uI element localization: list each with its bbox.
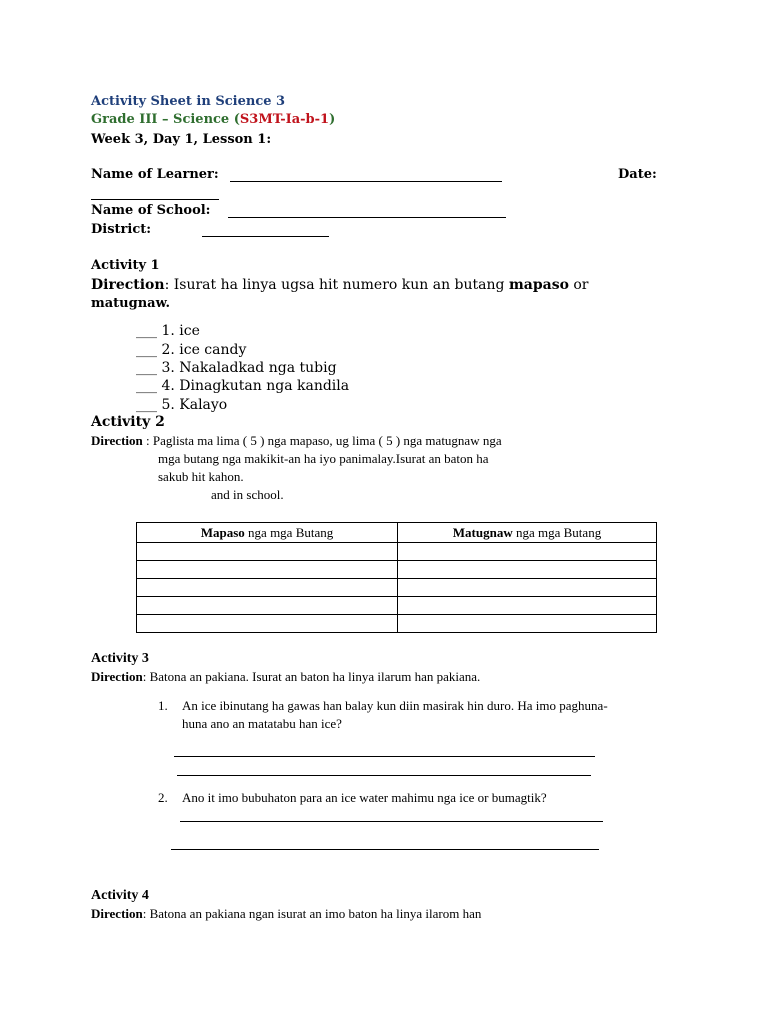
table-cell[interactable] bbox=[137, 561, 398, 579]
grade-suffix: ) bbox=[329, 112, 336, 127]
date-label: Date: bbox=[618, 167, 657, 182]
table-row bbox=[137, 561, 657, 579]
direction-label: Direction bbox=[91, 277, 165, 293]
direction-label: Direction bbox=[91, 906, 143, 921]
competency-code: S3MT-Ia-b-1 bbox=[239, 112, 330, 127]
answer1-line1[interactable] bbox=[174, 756, 595, 757]
district-line[interactable] bbox=[202, 236, 329, 237]
week-line: Week 3, Day 1, Lesson 1: bbox=[91, 132, 272, 147]
direction-label: Direction bbox=[91, 433, 143, 448]
activity2-direction-line3: sakub hit kahon. bbox=[158, 469, 244, 484]
question1-number: 1. bbox=[158, 698, 168, 713]
activity4-title: Activity 4 bbox=[91, 888, 149, 903]
activity1-item: ___ 2. ice candy bbox=[136, 342, 247, 358]
table-cell[interactable] bbox=[398, 615, 657, 633]
activity3-title: Activity 3 bbox=[91, 651, 149, 666]
date-line[interactable] bbox=[91, 199, 219, 200]
direction-text: : Batona an pakiana. Isurat an baton ha linya ilarum han pakiana. bbox=[142, 669, 481, 684]
table-row bbox=[137, 597, 657, 615]
activity1-item: ___ 1. ice bbox=[136, 323, 200, 339]
activity1-item: ___ 3. Nakaladkad nga tubig bbox=[136, 360, 337, 376]
name-of-school-line[interactable] bbox=[228, 217, 506, 218]
direction-text: : Paglista ma lima ( 5 ) nga mapaso, ug lima ( 5 ) nga matugnaw nga bbox=[142, 433, 502, 448]
activity2-direction-line4: and in school. bbox=[211, 487, 284, 502]
activity2-title: Activity 2 bbox=[91, 414, 165, 430]
answer-table bbox=[136, 522, 657, 633]
table-header-mapaso: Mapaso nga mga Butang bbox=[137, 523, 398, 543]
table-cell[interactable] bbox=[137, 579, 398, 597]
word-mapaso: mapaso bbox=[508, 277, 569, 293]
table-cell[interactable] bbox=[137, 597, 398, 615]
grade-prefix: Grade III – Science ( bbox=[91, 112, 240, 127]
table-cell[interactable] bbox=[398, 543, 657, 561]
activity2-direction-line1 bbox=[91, 433, 502, 449]
district-label: District: bbox=[91, 222, 152, 237]
question1-line2: huna ano an matatabu han ice? bbox=[182, 716, 342, 731]
answer1-line2[interactable] bbox=[177, 775, 591, 776]
table-cell[interactable] bbox=[137, 615, 398, 633]
grade-line bbox=[91, 112, 335, 127]
question1-line1: An ice ibinutang ha gawas han balay kun diin masirak hin duro. Ha imo paghuna- bbox=[182, 698, 608, 713]
question2-text: Ano it imo bubuhaton para an ice water mahimu nga ice or bumagtik? bbox=[182, 790, 547, 805]
table-header-matugnaw: Matugnaw nga mga Butang bbox=[398, 523, 657, 543]
table-cell[interactable] bbox=[398, 597, 657, 615]
activity1-title: Activity 1 bbox=[91, 258, 160, 273]
direction-text: : Batona an pakiana ngan isurat an imo baton ha linya ilarom han bbox=[142, 906, 482, 921]
activity1-item: ___ 4. Dinagkutan nga kandila bbox=[136, 378, 350, 394]
direction-text: : Isurat ha linya ugsa hit numero kun an butang bbox=[164, 277, 509, 293]
activity1-direction bbox=[91, 277, 589, 293]
word-matugnaw: matugnaw. bbox=[91, 296, 171, 311]
answer2-line2[interactable] bbox=[171, 849, 599, 850]
table-cell[interactable] bbox=[398, 561, 657, 579]
sheet-title: Activity Sheet in Science 3 bbox=[91, 94, 286, 109]
answer2-line1[interactable] bbox=[180, 821, 603, 822]
table-row bbox=[137, 543, 657, 561]
name-of-learner-line[interactable] bbox=[230, 181, 502, 182]
activity2-direction-line2: mga butang nga makikit-an ha iyo panimalay.Isurat an baton ha bbox=[158, 451, 489, 466]
table-cell[interactable] bbox=[398, 579, 657, 597]
table-row bbox=[137, 579, 657, 597]
activity3-direction bbox=[91, 669, 480, 685]
name-of-school-label: Name of School: bbox=[91, 203, 211, 218]
word-or: or bbox=[568, 277, 589, 293]
direction-label: Direction bbox=[91, 669, 143, 684]
question2-number: 2. bbox=[158, 790, 168, 805]
activity1-item: ___ 5. Kalayo bbox=[136, 397, 228, 413]
name-of-learner-label: Name of Learner: bbox=[91, 167, 219, 182]
activity4-direction bbox=[91, 906, 481, 922]
table-row bbox=[137, 615, 657, 633]
table-cell[interactable] bbox=[137, 543, 398, 561]
